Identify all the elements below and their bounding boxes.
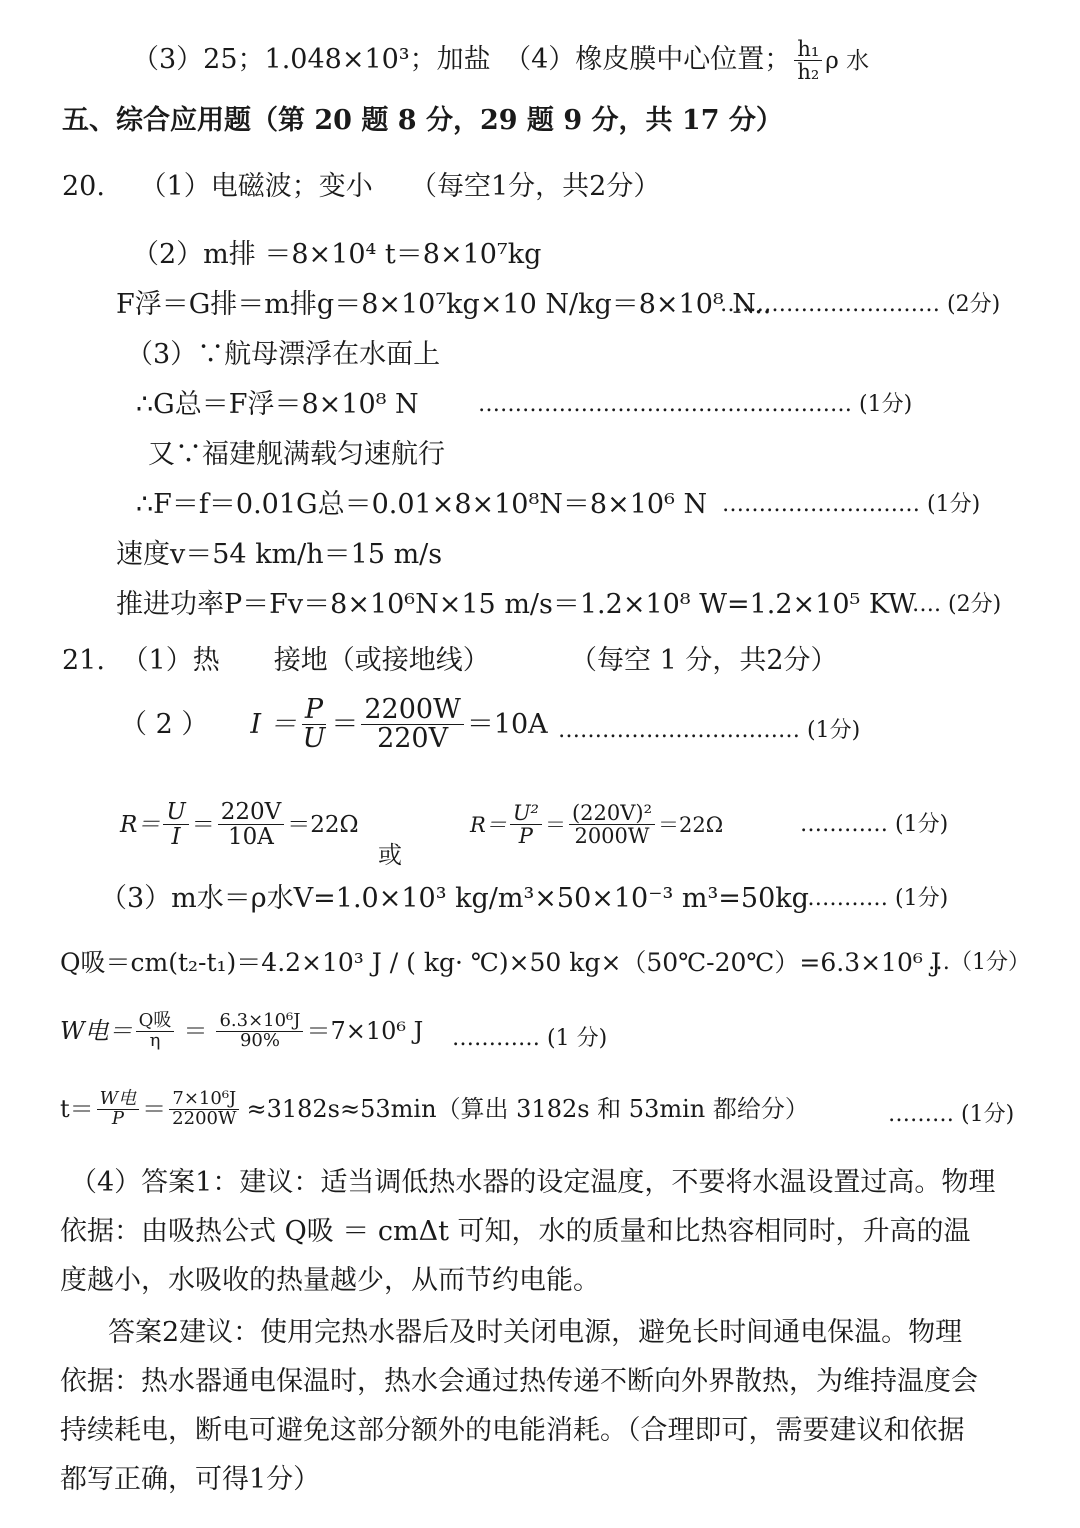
fraction-numerator: 6.3×10⁶J: [216, 1012, 303, 1032]
fraction-numerator: Q吸: [136, 1012, 175, 1032]
fraction-p-over-u: [300, 696, 329, 754]
fraction-denominator: 90%: [239, 1029, 280, 1051]
fraction-denominator: P: [518, 824, 533, 849]
fraction-denominator: I: [171, 824, 181, 851]
fraction-values: [216, 1012, 303, 1051]
score: ………… (1分): [800, 886, 949, 911]
q20-power: 推进功率P＝Fv＝8×10⁶N×15 m/s＝1.2×10⁸ W=1.2×10⁵ KW: [116, 589, 916, 620]
answer-text: （1）电磁波；变小: [139, 171, 373, 202]
q21-water-mass: （3）m水＝ρ水V=1.0×10³ kg/m³×50×10⁻³ m³=50kg: [100, 883, 809, 914]
part-label: （ 2 ）: [120, 708, 209, 740]
q20-force: ∴F＝f＝0.01G总＝0.01×8×10⁸N＝8×10⁶ N: [136, 489, 708, 520]
fraction-w-over-p: [97, 1090, 140, 1129]
formula-lhs: R＝: [120, 811, 161, 838]
fraction-values: [169, 1090, 239, 1129]
paragraph-line: 持续耗电，断电可避免这部分额外的电能消耗。（合理即可，需要建议和依据: [60, 1415, 965, 1446]
fraction-u-over-i: [163, 800, 188, 849]
fraction-denominator: 220V: [377, 723, 449, 755]
paragraph-line: （4）答案1：建议：适当调低热水器的设定温度，不要将水温设置过高。物理: [70, 1167, 996, 1198]
fraction-numerator: 7×10⁶J: [169, 1090, 239, 1110]
q20-part1: [62, 170, 373, 204]
q20-part2: （2）m排 ＝8×10⁴ t＝8×10⁷kg: [132, 239, 542, 270]
formula-result: ＝7×10⁶ J: [306, 1017, 424, 1046]
answer-line-3-4: [132, 38, 869, 83]
score: …………………………… (1分): [558, 718, 861, 743]
q21-answer-1-paragraph: [60, 1158, 1022, 1305]
fraction-values: [218, 800, 285, 849]
fraction-u2-over-p: [510, 802, 542, 847]
fraction-values: [569, 802, 655, 847]
score: ……… (1分): [888, 1102, 1015, 1127]
answer-text: （3）25；1.048×10³；加盐 （4）橡皮膜中心位置；: [132, 44, 792, 76]
question-number: 20.: [62, 171, 105, 202]
formula-result: ≈3182s≈53min（算出 3182s 和 53min 都给分）: [246, 1095, 809, 1124]
q20-condition: 又∵福建舰满载匀速航行: [148, 439, 445, 470]
fraction-denominator: U: [302, 723, 326, 755]
q21-electric-energy: W电＝ $\frac{\text{Q吸}}{\eta}$ ＝ $\frac{\text{6.3×10⁶J}}{90\%}$ ＝7×10⁶ J: [60, 1010, 424, 1051]
formula-lhs: W电＝: [60, 1017, 133, 1046]
fraction-values: [361, 696, 463, 754]
fraction-denominator: P: [111, 1107, 124, 1129]
formula-lhs: I ＝: [250, 708, 297, 740]
fraction-q-over-eta: [136, 1012, 175, 1051]
fraction-numerator: h₁: [794, 38, 822, 61]
score: …………………………………………… (1分): [478, 392, 913, 417]
paragraph-line: 依据：热水器通电保温时，热水会通过热传递不断向外界散热，为维持温度会: [60, 1366, 978, 1397]
fraction-numerator: W电: [97, 1090, 140, 1110]
or-word: 或: [378, 841, 402, 869]
score-note: （每空 1 分，共2分）: [570, 645, 838, 676]
fraction-numerator: U: [163, 800, 188, 825]
score-note: （每空1分，共2分）: [410, 171, 661, 202]
q21-answer-2-paragraph: [60, 1308, 1022, 1504]
fraction-numerator: U²: [510, 802, 542, 825]
section-title: 五、综合应用题（第 20 题 8 分，29 题 9 分，共 17 分）: [62, 105, 783, 136]
paragraph-line: 都写正确，可得1分）: [60, 1464, 321, 1495]
fraction-h1-h2: [794, 38, 822, 83]
rho-water: ρ 水: [825, 48, 870, 75]
q20-total-weight: ∴G总＝F浮＝8×10⁸ N: [136, 389, 419, 420]
score: ………… (1 分): [452, 1026, 608, 1051]
fraction-numerator: P: [302, 696, 326, 725]
fraction-denominator: η: [149, 1029, 161, 1051]
q21-heat-absorbed: Q吸＝cm(t₂-t₁)＝4.2×10³ J / ( kg· ℃)×50 kg×（50℃-20℃）=6.3×10⁶ J: [60, 948, 941, 977]
paragraph-line: 度越小，水吸收的热量越少，从而节约电能。: [60, 1265, 600, 1296]
q21-resistance-2: R＝ $\frac{\text{U²}}{P}$ ＝ $\frac{\text{(220V)²}}{2000W}$ ＝22Ω: [470, 801, 724, 849]
q21-resistance-1: R＝ $\frac{U}{I}$ ＝ $\frac{220V}{10A}$ ＝22Ω: [120, 799, 359, 851]
score: …. (2分): [912, 592, 1002, 617]
fraction-numerator: (220V)²: [569, 802, 655, 825]
fraction-denominator: 10A: [228, 824, 274, 851]
fraction-denominator: h₂: [797, 60, 820, 85]
paragraph-line: 依据：由吸热公式 Q吸 ＝ cmΔt 可知，水的质量和比热容相同时，升高的温: [60, 1216, 971, 1247]
paragraph-line: 答案2建议：使用完热水器后及时关闭电源，避免长时间通电保温。物理: [108, 1317, 963, 1348]
q20-buoyancy-line: F浮＝G排＝m排g＝8×10⁷kg×10 N/kg＝8×10⁸ N..: [116, 289, 772, 320]
q20-part3: （3）∵航母漂浮在水面上: [126, 339, 441, 370]
fraction-numerator: 220V: [218, 800, 285, 825]
q21-current: （ 2 ） I ＝ $\frac{P}{U}$ ＝ $\frac{2200W}{220V}$ ＝10A: [120, 694, 548, 755]
fraction-numerator: 2200W: [361, 696, 463, 725]
q20-speed: 速度v＝54 km/h＝15 m/s: [116, 539, 443, 570]
formula-result: ＝22Ω: [287, 811, 359, 838]
q21-time: t＝ $\frac{\text{W电}}{P}$ ＝ $\frac{\text{7×10⁶J}}{2200W}$ ≈3182s≈53min（算出 3182s 和 53min 都给分）: [60, 1088, 809, 1129]
score: …（1分）: [928, 950, 1030, 975]
score: ………… (1分): [800, 812, 949, 837]
answer-text: （1）热 接地（或接地线）: [121, 645, 490, 676]
formula-lhs: R＝: [470, 812, 507, 837]
question-number: 21.: [62, 645, 105, 676]
score: ……………………… (1分): [722, 492, 981, 517]
formula-lhs: t＝: [60, 1095, 94, 1124]
fraction-denominator: 2200W: [172, 1107, 237, 1129]
fraction-denominator: 2000W: [574, 824, 650, 849]
formula-result: ＝10A: [466, 708, 548, 740]
formula-result: ＝22Ω: [658, 812, 724, 837]
q21-part1: [62, 644, 490, 678]
score: ………………………… (2分): [720, 292, 1001, 317]
